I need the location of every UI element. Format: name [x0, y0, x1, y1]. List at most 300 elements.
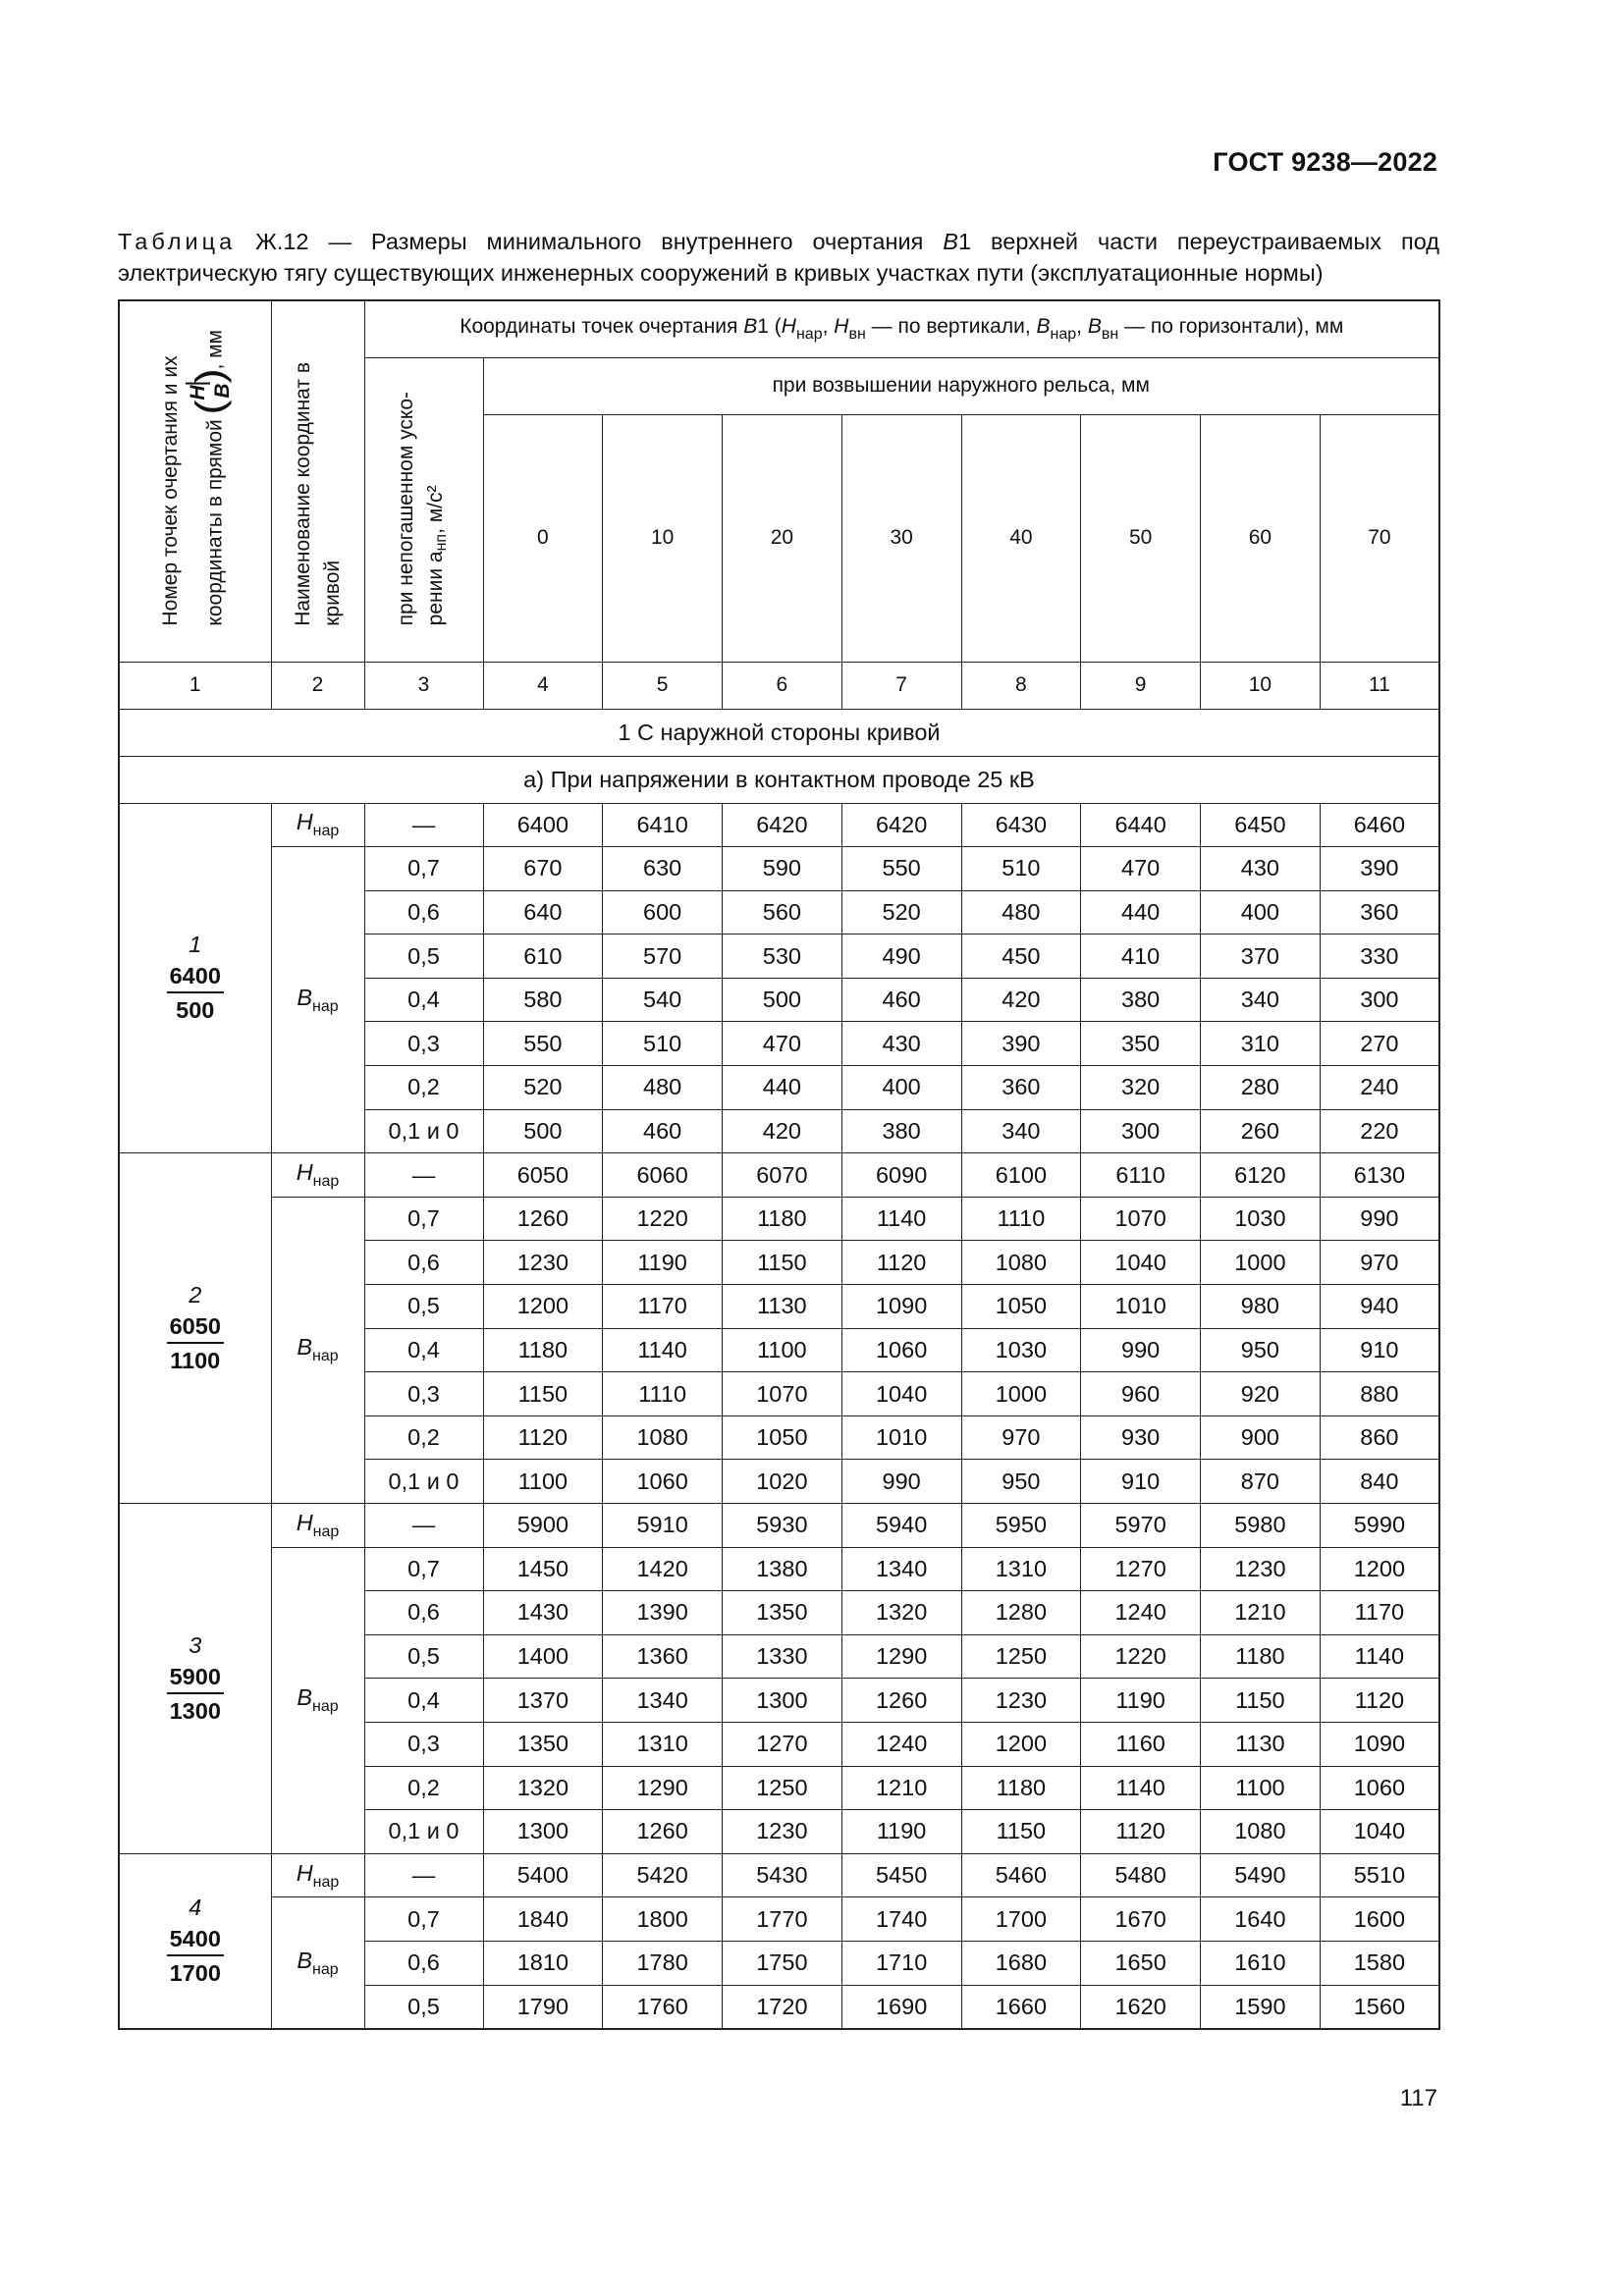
value-cell: 1210 — [1201, 1591, 1321, 1635]
value-cell: 1430 — [483, 1591, 603, 1635]
col2-line2: кривой — [320, 560, 344, 626]
value-cell: 1150 — [483, 1372, 603, 1416]
value-cell: 520 — [483, 1066, 603, 1110]
value-cell: 560 — [723, 890, 842, 934]
value-cell: 1650 — [1081, 1941, 1201, 1985]
acceleration-cell: 0,2 — [364, 1415, 483, 1460]
caption-b-letter: В — [943, 229, 958, 254]
value-cell: 1140 — [841, 1197, 961, 1241]
value-cell: 670 — [483, 847, 603, 891]
section-title: 1 С наружной стороны кривой — [119, 709, 1439, 756]
value-cell: 490 — [841, 934, 961, 979]
value-cell: 1090 — [1320, 1722, 1439, 1766]
header-acceleration — [364, 357, 483, 662]
value-cell: 900 — [1201, 1415, 1321, 1460]
table-row — [119, 1853, 1439, 1897]
col3-sub: нп — [432, 534, 450, 552]
value-cell: 860 — [1320, 1415, 1439, 1460]
point-coords-fraction — [167, 1312, 224, 1374]
acceleration-cell: 0,5 — [364, 934, 483, 979]
value-cell: 480 — [961, 890, 1081, 934]
value-cell: 380 — [1081, 978, 1201, 1022]
value-cell: 5940 — [841, 1504, 961, 1548]
value-cell: 880 — [1320, 1372, 1439, 1416]
value-cell: 460 — [603, 1109, 723, 1153]
value-cell: 1840 — [483, 1897, 603, 1942]
value-cell: 470 — [1081, 847, 1201, 891]
coord-h-b1: В — [743, 314, 758, 338]
value-cell: 1790 — [483, 1985, 603, 2029]
value-cell: 1060 — [603, 1460, 723, 1504]
value-cell: 1640 — [1201, 1897, 1321, 1942]
value-cell: 1380 — [723, 1547, 842, 1591]
value-cell: 1290 — [841, 1634, 961, 1679]
value-cell: 1220 — [603, 1197, 723, 1241]
table-row — [119, 1197, 1439, 1241]
value-cell: 1120 — [1320, 1679, 1439, 1723]
value-cell: 1620 — [1081, 1985, 1201, 2029]
value-cell: 910 — [1320, 1328, 1439, 1372]
value-cell: 1590 — [1201, 1985, 1321, 2029]
coord-subscript: нар — [312, 823, 340, 840]
value-cell: 1680 — [961, 1941, 1081, 1985]
value-cell: 5990 — [1320, 1504, 1439, 1548]
value-cell: 1220 — [1081, 1634, 1201, 1679]
acceleration-cell: 0,2 — [364, 1066, 483, 1110]
value-cell: 1050 — [723, 1415, 842, 1460]
value-cell: 1390 — [603, 1591, 723, 1635]
value-cell: 410 — [1081, 934, 1201, 979]
value-cell: 1610 — [1201, 1941, 1321, 1985]
coord-name-h — [271, 803, 364, 847]
value-cell: 220 — [1320, 1109, 1439, 1153]
coord-letter: B — [297, 1684, 313, 1711]
value-cell: 5430 — [723, 1853, 842, 1897]
value-cell: 970 — [961, 1415, 1081, 1460]
acceleration-cell: 0,7 — [364, 847, 483, 891]
value-cell: 1340 — [841, 1547, 961, 1591]
value-cell: 260 — [1201, 1109, 1321, 1153]
value-cell: 340 — [1201, 978, 1321, 1022]
value-cell: 1350 — [723, 1591, 842, 1635]
acceleration-cell: — — [364, 1853, 483, 1897]
value-cell: 5400 — [483, 1853, 603, 1897]
value-cell: 6060 — [603, 1153, 723, 1198]
point-cell — [119, 1853, 271, 2029]
value-cell: 1140 — [603, 1328, 723, 1372]
acceleration-cell: 0,2 — [364, 1766, 483, 1810]
value-cell: 1800 — [603, 1897, 723, 1942]
value-cell: 1040 — [1081, 1241, 1201, 1285]
rise-header-cell: 30 — [841, 414, 961, 662]
value-cell: 480 — [603, 1066, 723, 1110]
value-cell: 1120 — [841, 1241, 961, 1285]
caption-text-2: 1 верхней части переустраиваемых под электрическую тягу существующих инженерных сооружений в кривых участках пути (эксплуатационные нормы) — [118, 229, 1439, 286]
coord-h-b3: B — [1087, 314, 1102, 338]
value-cell: 370 — [1201, 934, 1321, 979]
column-number-cell: 1 — [119, 662, 271, 709]
value-cell: 1190 — [603, 1241, 723, 1285]
value-cell: 1140 — [1081, 1766, 1201, 1810]
value-cell: 420 — [723, 1109, 842, 1153]
value-cell: 1750 — [723, 1941, 842, 1985]
column-number-cell: 4 — [483, 662, 603, 709]
value-cell: 470 — [723, 1022, 842, 1066]
rise-header-cell: 60 — [1201, 414, 1321, 662]
value-cell: 6120 — [1201, 1153, 1321, 1198]
table-row — [119, 1547, 1439, 1591]
value-cell: 6400 — [483, 803, 603, 847]
acceleration-cell: — — [364, 803, 483, 847]
value-cell: 1150 — [723, 1241, 842, 1285]
value-cell: 840 — [1320, 1460, 1439, 1504]
value-cell: 6420 — [841, 803, 961, 847]
point-coords-fraction — [167, 1925, 224, 1987]
point-h: 6050 — [167, 1312, 224, 1344]
value-cell: 1210 — [841, 1766, 961, 1810]
value-cell: 1690 — [841, 1985, 961, 2029]
value-cell: 350 — [1081, 1022, 1201, 1066]
value-cell: 1230 — [483, 1241, 603, 1285]
rise-header-cell: 40 — [961, 414, 1081, 662]
value-cell: 870 — [1201, 1460, 1321, 1504]
col2-line1: Наименование координат в — [291, 361, 314, 626]
value-cell: 1370 — [483, 1679, 603, 1723]
value-cell: 6130 — [1320, 1153, 1439, 1198]
acceleration-cell: 0,5 — [364, 1634, 483, 1679]
value-cell: 1260 — [603, 1810, 723, 1854]
value-cell: 6440 — [1081, 803, 1201, 847]
coord-letter: H — [296, 1859, 313, 1886]
value-cell: 6110 — [1081, 1153, 1201, 1198]
value-cell: 1780 — [603, 1941, 723, 1985]
acceleration-cell: 0,3 — [364, 1722, 483, 1766]
coord-letter: H — [296, 1509, 313, 1535]
acceleration-cell: 0,4 — [364, 1328, 483, 1372]
value-cell: 5910 — [603, 1504, 723, 1548]
column-number-cell: 3 — [364, 662, 483, 709]
column-number-cell: 11 — [1320, 662, 1439, 709]
value-cell: 1260 — [483, 1197, 603, 1241]
point-number: 2 — [189, 1281, 202, 1308]
point-b: 1300 — [169, 1697, 221, 1724]
header-point-number — [119, 300, 271, 662]
value-cell: 1090 — [841, 1285, 961, 1329]
value-cell: 1230 — [1201, 1547, 1321, 1591]
point-cell — [119, 1504, 271, 1854]
coord-subscript: нар — [312, 1522, 340, 1540]
caption-text-1: Ж.12 — Размеры минимального внутреннего очертания — [236, 229, 944, 254]
acceleration-cell: — — [364, 1153, 483, 1198]
coord-subscript: нар — [312, 1173, 340, 1191]
value-cell: 630 — [603, 847, 723, 891]
value-cell: 5450 — [841, 1853, 961, 1897]
value-cell: 360 — [1320, 890, 1439, 934]
acceleration-cell: 0,7 — [364, 1197, 483, 1241]
point-number: 4 — [189, 1895, 202, 1921]
coord-h-h1: H — [781, 314, 796, 338]
value-cell: 320 — [1081, 1066, 1201, 1110]
value-cell: 510 — [603, 1022, 723, 1066]
frac-b: B — [210, 383, 234, 399]
value-cell: 1040 — [841, 1372, 961, 1416]
value-cell: 990 — [1081, 1328, 1201, 1372]
value-cell: 1180 — [483, 1328, 603, 1372]
value-cell: 6070 — [723, 1153, 842, 1198]
value-cell: 1070 — [723, 1372, 842, 1416]
column-number-cell: 9 — [1081, 662, 1201, 709]
value-cell: 310 — [1201, 1022, 1321, 1066]
header-rail-rise: при возвышении наружного рельса, мм — [483, 357, 1439, 414]
acceleration-cell: 0,3 — [364, 1022, 483, 1066]
value-cell: 6430 — [961, 803, 1081, 847]
value-cell: 1060 — [841, 1328, 961, 1372]
value-cell: 6450 — [1201, 803, 1321, 847]
value-cell: 6050 — [483, 1153, 603, 1198]
value-cell: 1400 — [483, 1634, 603, 1679]
value-cell: 1300 — [723, 1679, 842, 1723]
col1-line2: координаты в прямой — [203, 419, 227, 626]
value-cell: 1290 — [603, 1766, 723, 1810]
rise-header-cell: 0 — [483, 414, 603, 662]
value-cell: 1180 — [1201, 1634, 1321, 1679]
value-cell: 910 — [1081, 1460, 1201, 1504]
value-cell: 500 — [483, 1109, 603, 1153]
value-cell: 1250 — [961, 1634, 1081, 1679]
acceleration-cell: 0,6 — [364, 1591, 483, 1635]
coord-letter: H — [296, 809, 313, 835]
value-cell: 1100 — [1201, 1766, 1321, 1810]
table-row — [119, 1504, 1439, 1548]
coord-h-p3: , — [822, 314, 835, 338]
value-cell: 1720 — [723, 1985, 842, 2029]
value-cell: 1240 — [1081, 1591, 1201, 1635]
acceleration-cell: 0,6 — [364, 890, 483, 934]
value-cell: 5980 — [1201, 1504, 1321, 1548]
value-cell: 360 — [961, 1066, 1081, 1110]
value-cell: 5950 — [961, 1504, 1081, 1548]
value-cell: 1420 — [603, 1547, 723, 1591]
header-point-number-text: Номер точек очертания и их координаты в прямой ( H B ), мм — [158, 329, 234, 626]
value-cell: 400 — [1201, 890, 1321, 934]
value-cell: 1580 — [1320, 1941, 1439, 1985]
value-cell: 1560 — [1320, 1985, 1439, 2029]
value-cell: 1300 — [483, 1810, 603, 1854]
value-cell: 1190 — [1081, 1679, 1201, 1723]
document-header: ГОСТ 9238—2022 — [1213, 147, 1437, 177]
value-cell: 570 — [603, 934, 723, 979]
point-b: 1700 — [169, 1960, 221, 1987]
acceleration-cell: 0,4 — [364, 1679, 483, 1723]
value-cell: 940 — [1320, 1285, 1439, 1329]
value-cell: 1100 — [483, 1460, 603, 1504]
value-cell: 1230 — [961, 1679, 1081, 1723]
value-cell: 550 — [841, 847, 961, 891]
acceleration-cell: 0,3 — [364, 1372, 483, 1416]
acceleration-cell: 0,5 — [364, 1285, 483, 1329]
value-cell: 450 — [961, 934, 1081, 979]
value-cell: 1070 — [1081, 1197, 1201, 1241]
value-cell: 1000 — [961, 1372, 1081, 1416]
dimensions-table — [118, 299, 1440, 2030]
value-cell: 980 — [1201, 1285, 1321, 1329]
value-cell: 1330 — [723, 1634, 842, 1679]
value-cell: 950 — [961, 1460, 1081, 1504]
value-cell: 430 — [1201, 847, 1321, 891]
coord-subscript: нар — [312, 1348, 339, 1365]
value-cell: 330 — [1320, 934, 1439, 979]
value-cell: 1130 — [723, 1285, 842, 1329]
coord-h-p2: 1 ( — [757, 314, 782, 338]
column-number-cell: 6 — [723, 662, 842, 709]
value-cell: 1270 — [723, 1722, 842, 1766]
table-row — [119, 803, 1439, 847]
value-cell: 1450 — [483, 1547, 603, 1591]
point-cell — [119, 1153, 271, 1504]
table-row — [119, 1153, 1439, 1198]
value-cell: 5900 — [483, 1504, 603, 1548]
value-cell: 540 — [603, 978, 723, 1022]
value-cell: 1120 — [1081, 1810, 1201, 1854]
value-cell: 1320 — [841, 1591, 961, 1635]
value-cell: 1080 — [1201, 1810, 1321, 1854]
value-cell: 640 — [483, 890, 603, 934]
coord-letter: B — [297, 1947, 313, 1973]
acceleration-cell: 0,6 — [364, 1241, 483, 1285]
value-cell: 1190 — [841, 1810, 961, 1854]
header-coord-name — [271, 300, 364, 662]
value-cell: 300 — [1081, 1109, 1201, 1153]
value-cell: 550 — [483, 1022, 603, 1066]
coord-h-p5: , — [1076, 314, 1088, 338]
point-number: 3 — [189, 1631, 202, 1658]
value-cell: 1010 — [841, 1415, 961, 1460]
coord-name-b — [271, 1547, 364, 1853]
value-cell: 1240 — [841, 1722, 961, 1766]
value-cell: 930 — [1081, 1415, 1201, 1460]
value-cell: 1140 — [1320, 1634, 1439, 1679]
value-cell: 5970 — [1081, 1504, 1201, 1548]
value-cell: 1200 — [1320, 1547, 1439, 1591]
acceleration-cell: 0,4 — [364, 978, 483, 1022]
acceleration-cell: 0,1 и 0 — [364, 1810, 483, 1854]
point-coords-fraction — [167, 962, 224, 1024]
coord-h-p6: — по горизонтали), мм — [1118, 314, 1344, 338]
value-cell: 5460 — [961, 1853, 1081, 1897]
value-cell: 5420 — [603, 1853, 723, 1897]
acceleration-cell: 0,1 и 0 — [364, 1460, 483, 1504]
value-cell: 510 — [961, 847, 1081, 891]
rise-header-cell: 20 — [723, 414, 842, 662]
col1-unit: , мм — [203, 329, 227, 370]
value-cell: 5930 — [723, 1504, 842, 1548]
caption-label: Таблица — [118, 229, 237, 254]
value-cell: 440 — [1081, 890, 1201, 934]
value-cell: 6460 — [1320, 803, 1439, 847]
value-cell: 530 — [723, 934, 842, 979]
col3-unit: , м/с² — [423, 485, 447, 535]
header-coord-name-text — [289, 362, 348, 626]
col1-line1: Номер точек очертания и их — [158, 355, 182, 626]
value-cell: 1030 — [961, 1328, 1081, 1372]
value-cell: 600 — [603, 890, 723, 934]
value-cell: 1260 — [841, 1679, 961, 1723]
value-cell: 1230 — [723, 1810, 842, 1854]
value-cell: 300 — [1320, 978, 1439, 1022]
point-cell — [119, 803, 271, 1153]
value-cell: 390 — [961, 1022, 1081, 1066]
value-cell: 5490 — [1201, 1853, 1321, 1897]
value-cell: 500 — [723, 978, 842, 1022]
point-b: 1100 — [170, 1348, 221, 1374]
value-cell: 430 — [841, 1022, 961, 1066]
acceleration-cell: 0,5 — [364, 1985, 483, 2029]
coord-h-h2: H — [834, 314, 849, 338]
value-cell: 440 — [723, 1066, 842, 1110]
value-cell: 610 — [483, 934, 603, 979]
value-cell: 6090 — [841, 1153, 961, 1198]
value-cell: 1110 — [961, 1197, 1081, 1241]
value-cell: 1170 — [1320, 1591, 1439, 1635]
value-cell: 1310 — [603, 1722, 723, 1766]
value-cell: 1180 — [723, 1197, 842, 1241]
page-number: 117 — [1399, 2085, 1437, 2111]
value-cell: 1660 — [961, 1985, 1081, 2029]
value-cell: 1020 — [723, 1460, 842, 1504]
value-cell: 1250 — [723, 1766, 842, 1810]
value-cell: 1770 — [723, 1897, 842, 1942]
value-cell: 1280 — [961, 1591, 1081, 1635]
point-b: 500 — [176, 997, 215, 1024]
rise-header-cell: 10 — [603, 414, 723, 662]
value-cell: 1180 — [961, 1766, 1081, 1810]
value-cell: 990 — [841, 1460, 961, 1504]
header-coordinates — [364, 300, 1439, 357]
value-cell: 1310 — [961, 1547, 1081, 1591]
value-cell: 1040 — [1320, 1810, 1439, 1854]
value-cell: 1320 — [483, 1766, 603, 1810]
value-cell: 1810 — [483, 1941, 603, 1985]
value-cell: 1130 — [1201, 1722, 1321, 1766]
value-cell: 5480 — [1081, 1853, 1201, 1897]
coord-h-h1-sub: нар — [795, 325, 823, 343]
header-acceleration-text — [392, 392, 457, 625]
column-number-cell: 7 — [841, 662, 961, 709]
col3-line2: рении a — [423, 551, 447, 626]
coord-name-h — [271, 1153, 364, 1198]
value-cell: 1000 — [1201, 1241, 1321, 1285]
value-cell: 280 — [1201, 1066, 1321, 1110]
table-row — [119, 1897, 1439, 1942]
value-cell: 1110 — [603, 1372, 723, 1416]
value-cell: 390 — [1320, 847, 1439, 891]
coord-name-h — [271, 1504, 364, 1548]
value-cell: 1200 — [961, 1722, 1081, 1766]
h-over-b-fraction — [186, 383, 235, 400]
point-h: 5900 — [167, 1663, 224, 1694]
value-cell: 590 — [723, 847, 842, 891]
coord-subscript: нар — [312, 1873, 340, 1891]
subsection-title: а) При напряжении в контактном проводе 25 кВ — [119, 756, 1439, 803]
coord-letter: B — [297, 984, 313, 1010]
value-cell: 1700 — [961, 1897, 1081, 1942]
value-cell: 1360 — [603, 1634, 723, 1679]
value-cell: 1270 — [1081, 1547, 1201, 1591]
coord-name-b — [271, 847, 364, 1153]
value-cell: 340 — [961, 1109, 1081, 1153]
value-cell: 6100 — [961, 1153, 1081, 1198]
value-cell: 5510 — [1320, 1853, 1439, 1897]
